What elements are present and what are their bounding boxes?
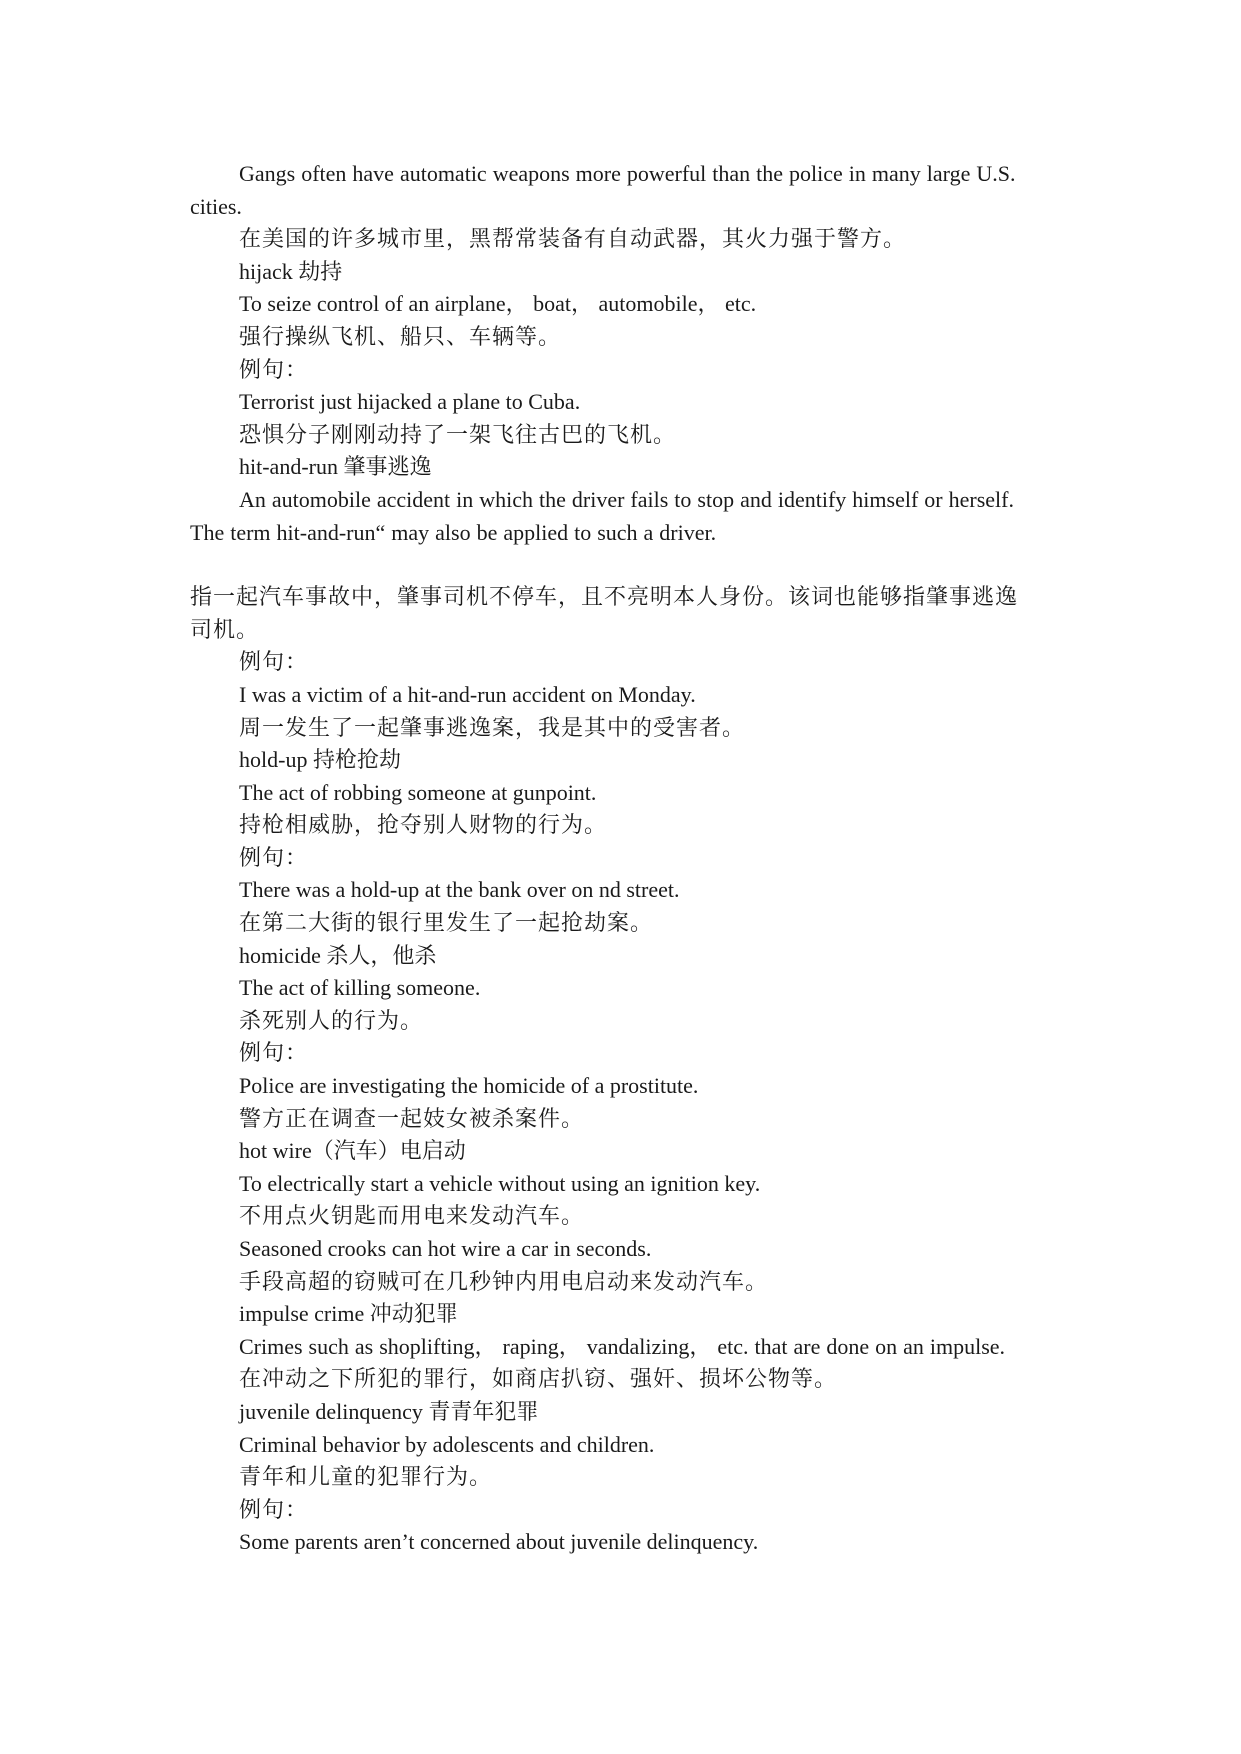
definition-impulse-crime-zh: 在冲动之下所犯的罪行，如商店扒窃、强奸、损坏公物等。 [239, 1366, 838, 1392]
definition-homicide-zh: 杀死别人的行为。 [239, 1007, 424, 1033]
example-label: 例句： [239, 356, 309, 382]
example-label: 例句： [239, 1040, 309, 1066]
example-hold-up-zh: 在第二大街的银行里发生了一起抢劫案。 [239, 910, 654, 936]
example-hot-wire: Seasoned crooks can hot wire a car in seconds. [239, 1236, 652, 1261]
term-hijack: hijack 劫持 [239, 258, 343, 284]
definition-hold-up: The act of robbing someone at gunpoint. [239, 779, 597, 805]
definition-juvenile-delinquency: Criminal behavior by adolescents and children. [239, 1431, 655, 1457]
term-hold-up: hold-up 持枪抢劫 [239, 747, 401, 773]
definition-hot-wire: To electrically start a vehicle without using an ignition key. [239, 1170, 761, 1196]
spacer [190, 549, 1040, 581]
paragraph-gangs-translation: 在美国的许多城市里，黑帮常装备有自动武器，其火力强于警方。 [239, 226, 907, 252]
paragraph-gangs-example: Gangs often have automatic weapons more powerful than the police in many large U.S. cities. [190, 161, 1016, 219]
example-hijack: Terrorist just hijacked a plane to Cuba. [239, 389, 581, 415]
definition-hijack: To seize control of an airplane， boat， automobile， etc. [239, 291, 757, 317]
term-homicide: homicide 杀人，他杀 [239, 942, 437, 968]
term-impulse-crime: impulse crime 冲动犯罪 [239, 1301, 458, 1327]
definition-hijack-zh: 强行操纵飞机、船只、车辆等。 [239, 323, 562, 349]
definition-juvenile-delinquency-zh: 青年和儿童的犯罪行为。 [239, 1464, 493, 1490]
definition-hit-and-run: An automobile accident in which the driver fails to stop and identify himself or herself. The term hit-and-run“ may also be applied to such a driver. [190, 486, 1014, 545]
definition-hit-and-run-zh: 指一起汽车事故中，肇事司机不停车，且不亮明本人身份。该词也能够指肇事逃逸司机。 [190, 584, 1019, 642]
example-hit-and-run-zh: 周一发生了一起肇事逃逸案，我是其中的受害者。 [239, 714, 746, 740]
term-hit-and-run: hit-and-run 肇事逃逸 [239, 454, 432, 480]
definition-hot-wire-zh: 不用点火钥匙而用电来发动汽车。 [239, 1203, 585, 1229]
example-hijack-zh: 恐惧分子刚刚动持了一架飞往古巴的飞机。 [239, 421, 677, 447]
example-homicide-zh: 警方正在调查一起妓女被杀案件。 [239, 1105, 585, 1131]
example-label: 例句： [239, 844, 309, 870]
example-hot-wire-zh: 手段高超的窃贼可在几秒钟内用电启动来发动汽车。 [239, 1268, 769, 1294]
example-juvenile-delinquency: Some parents aren’t concerned about juvenile delinquency. [239, 1529, 759, 1555]
example-hold-up: There was a hold-up at the bank over on nd street. [239, 877, 680, 903]
term-juvenile-delinquency: juvenile delinquency 青青年犯罪 [239, 1398, 539, 1424]
example-label: 例句： [239, 649, 309, 675]
example-hit-and-run: I was a victim of a hit-and-run accident on Monday. [239, 681, 696, 707]
document-body [190, 158, 1040, 1559]
definition-homicide: The act of killing someone. [239, 975, 481, 1001]
definition-hold-up-zh: 持枪相威胁，抢夺别人财物的行为。 [239, 812, 608, 838]
example-homicide: Police are investigating the homicide of a prostitute. [239, 1073, 699, 1099]
definition-impulse-crime: Crimes such as shoplifting， raping， vandalizing， etc. that are done on an impulse. [239, 1333, 1006, 1359]
term-hot-wire: hot wire（汽车）电启动 [239, 1138, 466, 1164]
example-label: 例句： [239, 1496, 309, 1522]
